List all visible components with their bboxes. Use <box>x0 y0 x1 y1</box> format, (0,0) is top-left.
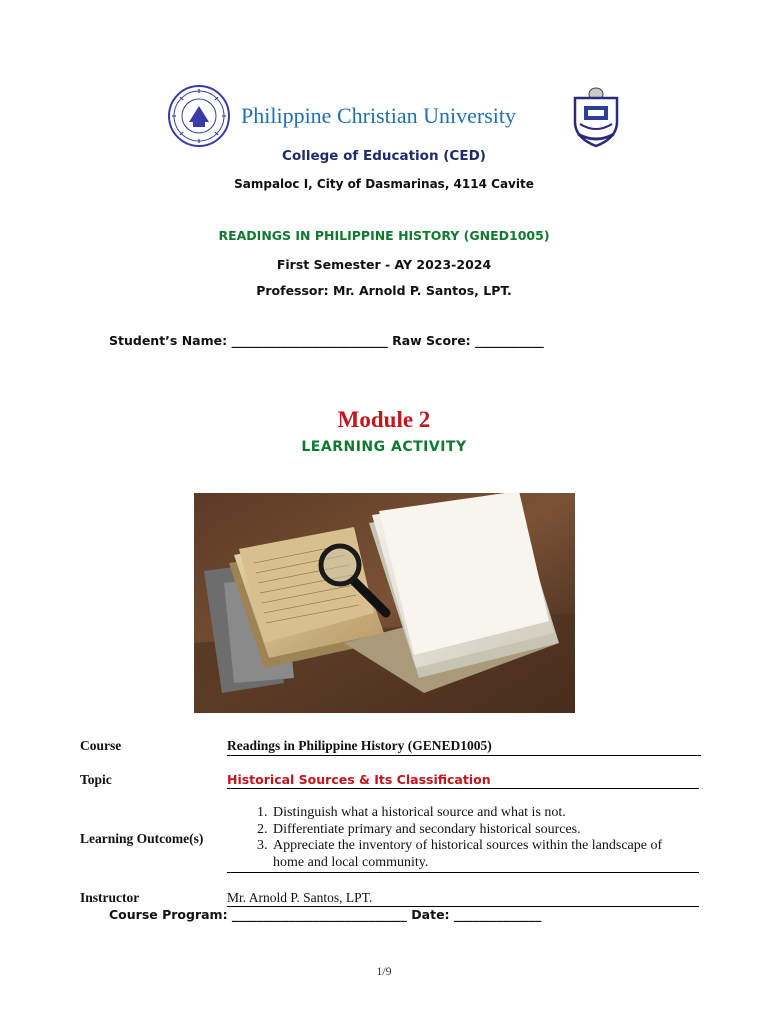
semester: First Semester - AY 2023-2024 <box>276 257 492 272</box>
course-label: Course <box>80 738 122 753</box>
module-title: Module 2 <box>337 407 431 432</box>
outcome-item: 2. Differentiate primary and secondary historical sources. <box>271 822 665 839</box>
course-title: READINGS IN PHILIPPINE HISTORY (GNED1005) <box>218 228 550 243</box>
student-name-line: Student’s Name: _________________________ Raw Score: ___________ <box>109 333 544 348</box>
instructor-value: Mr. Arnold P. Santos, LPT. <box>227 890 373 905</box>
outcomes-underline <box>227 872 699 873</box>
university-seal-icon <box>167 84 231 148</box>
course-underline <box>227 755 701 756</box>
college-name: College of Education (CED) <box>282 148 486 164</box>
college-crest-icon <box>570 84 622 150</box>
university-name: Philippine Christian University <box>241 103 516 128</box>
outcomes-list <box>225 805 665 871</box>
outcome-item: 3. Appreciate the inventory of historical sources within the landscape of home and local community. <box>271 838 665 871</box>
course-value: Readings in Philippine History (GENED1005) <box>227 738 492 753</box>
historical-documents-photo <box>194 493 575 713</box>
outcomes-label: Learning Outcome(s) <box>80 831 204 846</box>
college-address: Sampaloc I, City of Dasmarinas, 4114 Cavite <box>234 177 534 191</box>
instructor-label: Instructor <box>80 890 140 905</box>
outcome-item: 1. Distinguish what a historical source and what is not. <box>271 805 665 822</box>
page-number: 1/9 <box>376 964 392 978</box>
professor: Professor: Mr. Arnold P. Santos, LPT. <box>256 283 512 298</box>
course-program-line: Course Program: ____________________________ Date: ______________ <box>109 907 542 922</box>
topic-label: Topic <box>80 772 112 787</box>
module-subtitle: LEARNING ACTIVITY <box>301 439 467 455</box>
topic-value: Historical Sources & Its Classification <box>227 772 491 787</box>
topic-underline <box>227 788 699 789</box>
